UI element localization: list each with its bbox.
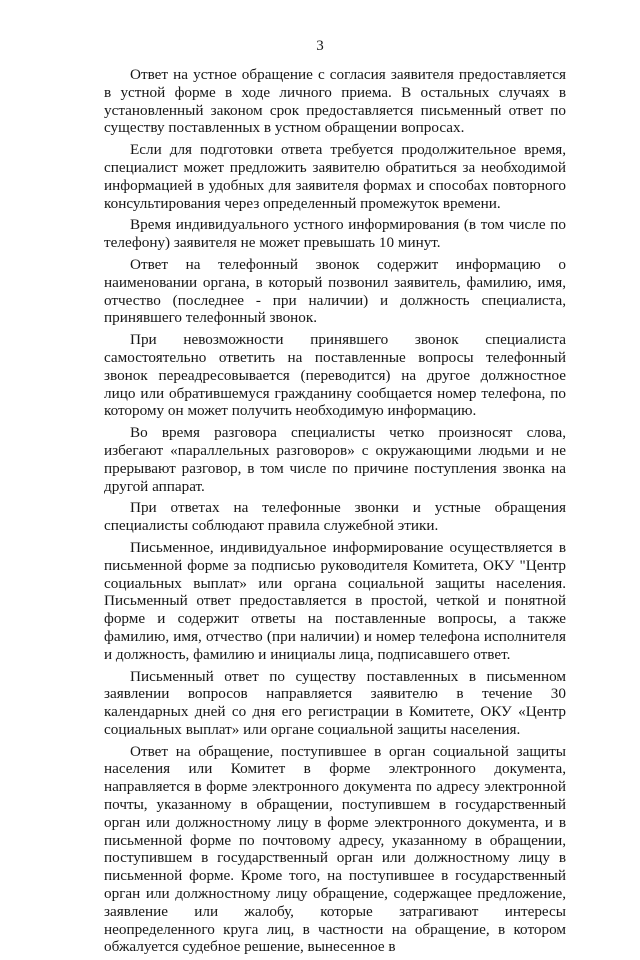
paragraph-conversation-rules: Во время разговора специалисты четко произносят слова, избегают «параллельных разговоров» с окружающими людьми и не прерывают разговор, в том числе по причине поступления звонка на другой аппарат.	[104, 424, 566, 495]
paragraph-informing-duration: Время индивидуального устного информирования (в том числе по телефону) заявителя не может превышать 10 минут.	[104, 216, 566, 252]
paragraph-preparation-time: Если для подготовки ответа требуется продолжительное время, специалист может предложить заявителю обратиться за необходимой информацией в удобных для заявителя формах и способах повторного консультирования через определенный промежуток времени.	[104, 141, 566, 212]
paragraph-call-redirect: При невозможности принявшего звонок специалиста самостоятельно ответить на поставленные вопросы телефонный звонок переадресовывается (переводится) на другое должностное лицо или обратившемуся гражданину сообщается номер телефона, по которому он может получить необходимую информацию.	[104, 331, 566, 420]
paragraph-phone-response: Ответ на телефонный звонок содержит информацию о наименовании органа, в который позвонил заявитель, фамилию, имя, отчество (последнее - при наличии) и должность специалиста, принявшего телефонный звонок.	[104, 255, 566, 327]
document-body	[104, 66, 566, 960]
paragraph-electronic-response: Ответ на обращение, поступившее в орган социальной защиты населения или Комитет в форме электронного документа, направляется в форме электронного документа по адресу электронной почты, указанному в обращении, поступившем в государственный орган или должностному лицу в форме электронного документа, и в письменной форме по почтовому адресу, указанному в обращении, поступившем в государственный орган или должностному лицу в письменной форме. Кроме того, на поступившее в государственный орган или должностному лицу обращение, содержащее предложение, заявление или жалобу, которые затрагивают интересы неопределенного круга лиц, в частности на обращение, в котором обжалуется судебное решение, вынесенное в	[104, 742, 566, 956]
paragraph-written-response-term: Письменный ответ по существу поставленных в письменном заявлении вопросов направляется заявителю в течение 30 календарных дней со дня его регистрации в Комитете, ОКУ «Центр социальных выплат» или органе социальной защиты населения.	[104, 667, 566, 738]
paragraph-written-informing: Письменное, индивидуальное информирование осуществляется в письменной форме за подписью руководителя Комитета, ОКУ "Центр социальных выплат» или органа социальной защиты населения. Письменный ответ предоставляется в простой, четкой и понятной форме и содержит ответы на поставленные вопросы, а также фамилию, имя, отчество (при наличии) и номер телефона исполнителя и должность, фамилию и инициалы лица, подписавшего ответ.	[104, 538, 566, 663]
paragraph-service-ethics: При ответах на телефонные звонки и устные обращения специалисты соблюдают правила служебной этики.	[104, 499, 566, 535]
page-number: 3	[316, 38, 324, 54]
paragraph-oral-response: Ответ на устное обращение с согласия заявителя предоставляется в устной форме в ходе личного приема. В остальных случаях в установленный законом срок предоставляется письменный ответ по существу поставленных в устном обращении вопросах.	[104, 66, 566, 137]
